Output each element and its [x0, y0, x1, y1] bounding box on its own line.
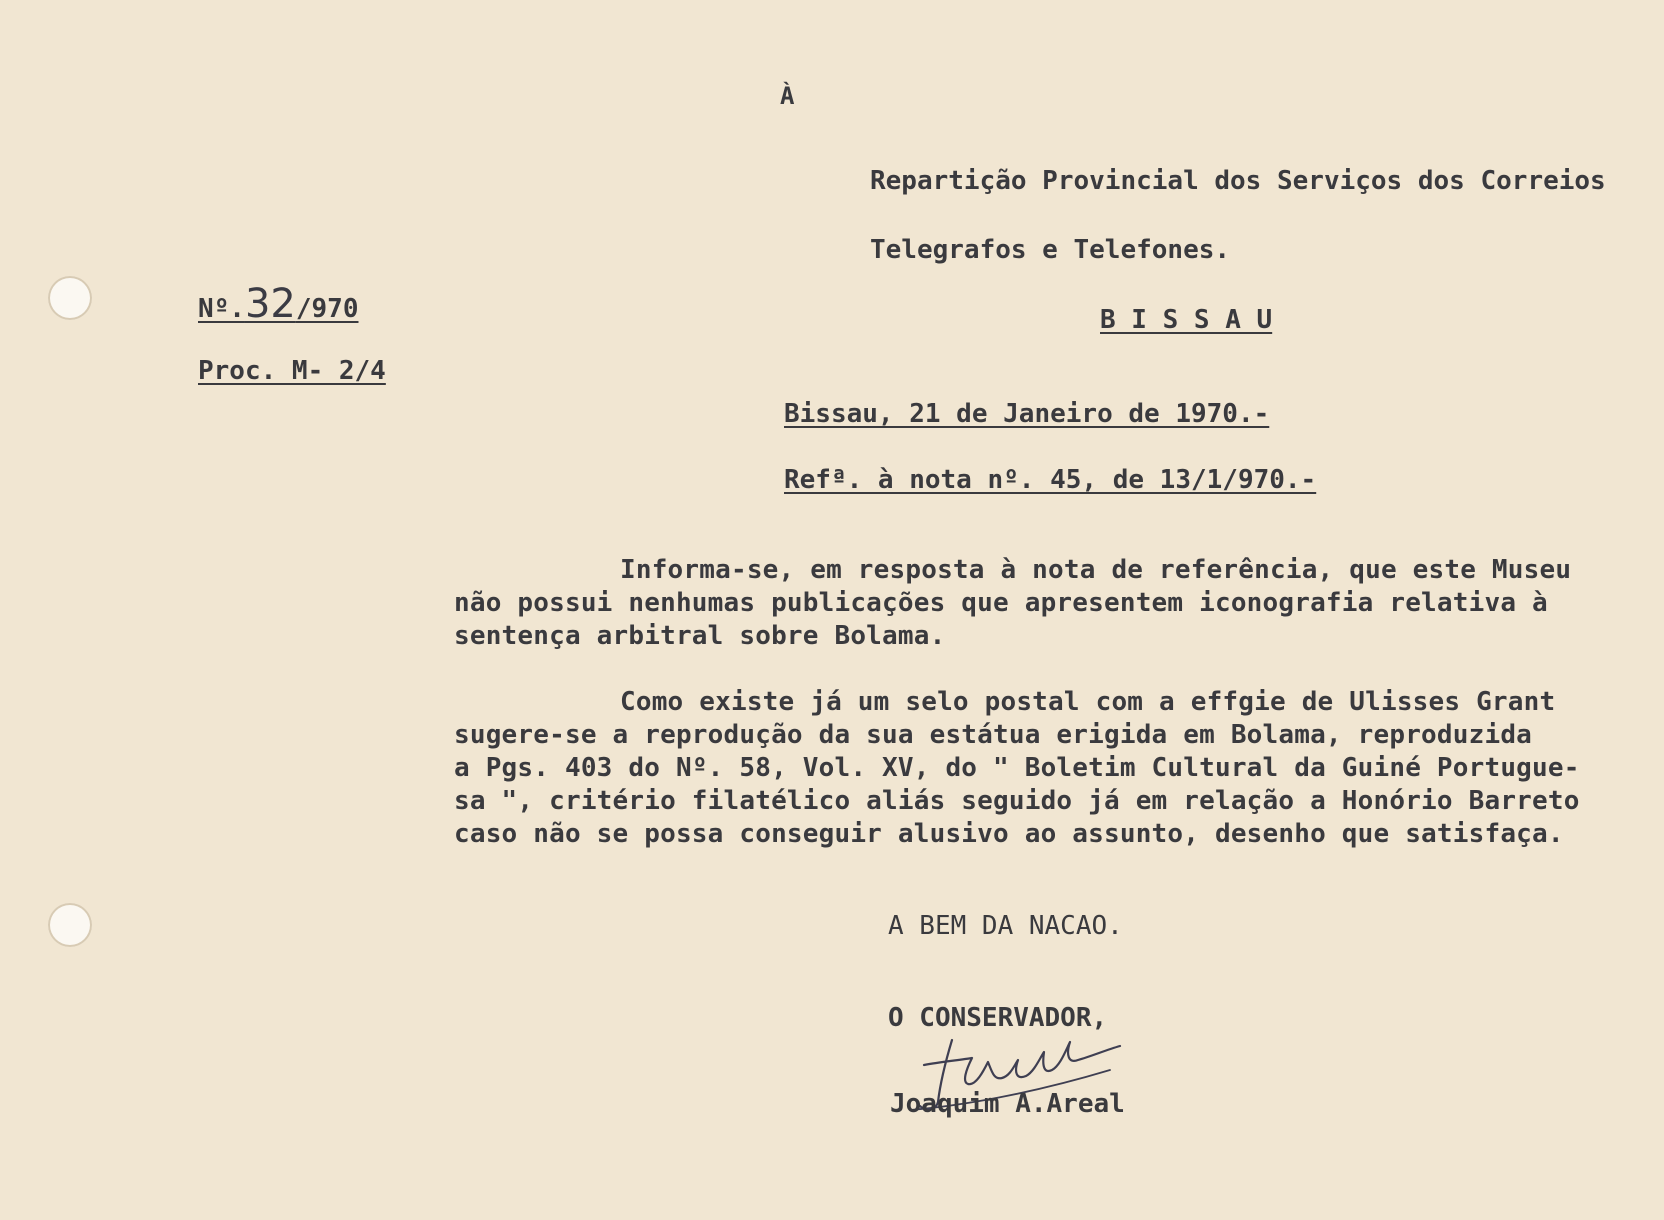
- reference-number-handwritten: 32: [244, 281, 296, 327]
- recipient-city: B I S S A U: [1100, 305, 1273, 335]
- paragraph-2-line: sugere-se a reprodução da sua estátua erigida em Bolama, reproduzida: [454, 720, 1533, 750]
- signatory-name: Joaquim A.Areal: [890, 1089, 1125, 1119]
- closing-salutation: A BEM DA NACAO.: [888, 911, 1123, 941]
- recipient-line-2: Telegrafos e Telefones.: [870, 235, 1231, 265]
- signatory-title: O CONSERVADOR,: [888, 1003, 1108, 1033]
- paragraph-1-line: não possui nenhumas publicações que apresentem iconografia relativa à: [454, 588, 1548, 618]
- punch-hole-top: [48, 276, 92, 320]
- paragraph-2-line: caso não se possa conseguir alusivo ao assunto, desenho que satisfaça.: [454, 819, 1564, 849]
- reference-number-suffix: /970: [295, 294, 359, 324]
- paragraph-1-line: sentença arbitral sobre Bolama.: [454, 621, 946, 651]
- paragraph-2-line: sa ", critério filatélico aliás seguido já em relação a Honório Barreto: [454, 786, 1580, 816]
- reference-number-prefix: Nº.: [198, 294, 245, 324]
- paragraph-2-line: Como existe já um selo postal com a effgie de Ulisses Grant: [620, 687, 1556, 717]
- recipient-line-1: Repartição Provincial dos Serviços dos Correios: [870, 166, 1606, 196]
- paragraph-1-line: Informa-se, em resposta à nota de referência, que este Museu: [620, 555, 1572, 585]
- paragraph-2-line: a Pgs. 403 do Nº. 58, Vol. XV, do " Boletim Cultural da Guiné Portugue-: [454, 753, 1580, 783]
- process-number: Proc. M- 2/4: [198, 356, 386, 386]
- top-mark: À: [780, 82, 795, 110]
- date-line: Bissau, 21 de Janeiro de 1970.-: [784, 399, 1270, 429]
- reference-line: Refª. à nota nº. 45, de 13/1/970.-: [784, 465, 1317, 495]
- punch-hole-bottom: [48, 903, 92, 947]
- reference-number: [198, 281, 359, 327]
